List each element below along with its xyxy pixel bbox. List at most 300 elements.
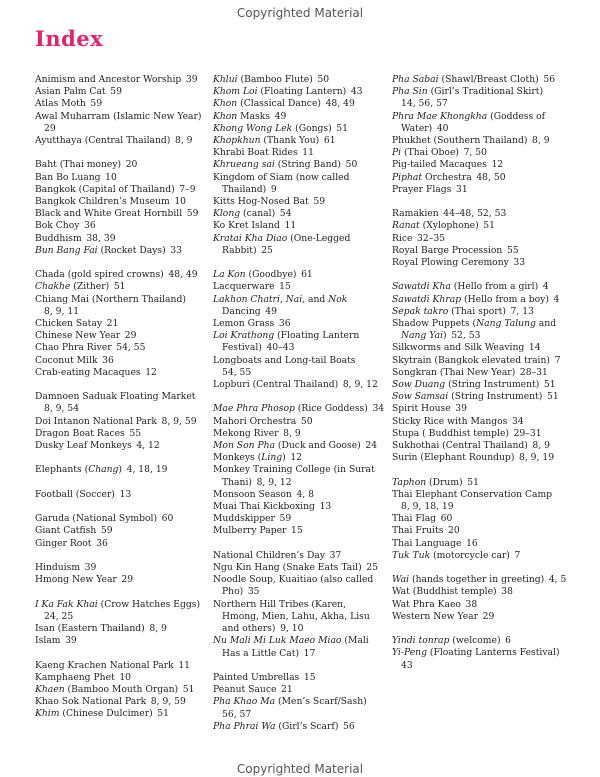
page-numbers: 35 xyxy=(247,586,260,598)
index-entry xyxy=(213,269,385,281)
page-numbers: 4, 12 xyxy=(136,440,160,452)
page-numbers: 8, 9, 59 xyxy=(150,696,186,708)
page-numbers: 12 xyxy=(491,159,504,171)
index-entry xyxy=(392,281,567,293)
index-entry xyxy=(392,233,567,245)
index-term: Tuk Tuk xyxy=(392,549,431,561)
index-column-1 xyxy=(35,74,207,721)
index-entry xyxy=(35,696,207,708)
page-numbers: 4 xyxy=(542,281,549,293)
index-term: Bun Bang Fai xyxy=(35,244,98,256)
index-entry xyxy=(392,111,567,135)
index-entry xyxy=(392,599,567,611)
index-term: Dancing xyxy=(222,305,261,317)
index-term: ) xyxy=(118,464,123,476)
index-term: Sow Duang xyxy=(392,379,446,391)
page-numbers: 33 xyxy=(170,244,182,256)
index-entry xyxy=(213,98,385,110)
index-entry xyxy=(35,635,207,647)
index-term: (Rocket Days) xyxy=(97,244,166,256)
index-term: (Thai sport) xyxy=(448,305,506,317)
index-term: Pig-tailed Macaques xyxy=(392,159,487,171)
page-numbers: 32–35 xyxy=(417,232,446,244)
page-numbers: 48, 50 xyxy=(476,171,506,183)
index-entry xyxy=(392,355,567,367)
index-entry xyxy=(213,599,385,636)
index-term: Masks xyxy=(237,110,271,122)
index-term: Pha Phrai Wa xyxy=(213,720,276,732)
index-term: Khao Sok National Park xyxy=(35,696,147,708)
page-numbers: 14, 56, 57 xyxy=(401,98,448,110)
index-entry xyxy=(35,294,207,318)
index-entry xyxy=(213,574,385,598)
page-numbers: 59 xyxy=(90,98,103,110)
index-entry xyxy=(213,416,385,428)
index-entry xyxy=(35,74,207,86)
page-numbers: 43 xyxy=(350,86,363,98)
index-entry xyxy=(392,379,567,391)
index-term: (Floating Lantern) xyxy=(257,86,347,98)
letter-group-gap xyxy=(35,147,207,159)
index-entry xyxy=(213,111,385,123)
page-numbers: 33 xyxy=(513,257,526,269)
index-term: Muai Thai Kickboxing xyxy=(213,501,315,513)
page-numbers: 48, 49 xyxy=(325,98,355,110)
index-term: (Hello from a boy) xyxy=(461,293,549,305)
page-numbers: 15 xyxy=(303,671,316,683)
index-term: Ban Bo Luang xyxy=(35,171,101,183)
index-entry xyxy=(35,391,207,415)
index-term: (Classical Dance) xyxy=(237,98,321,110)
page-numbers: 4, 8 xyxy=(296,488,314,500)
index-term: Monsoon Season xyxy=(213,488,292,500)
page-numbers: 51 xyxy=(182,684,195,696)
page-numbers: 10 xyxy=(119,671,132,683)
page-numbers: 8, 9 xyxy=(532,440,550,452)
index-term: Pha Khao Ma xyxy=(213,696,276,708)
page-numbers: 25 xyxy=(261,244,273,256)
index-term: Thai Fruits xyxy=(392,525,444,537)
index-entry xyxy=(213,721,385,733)
index-entry xyxy=(392,513,567,525)
index-term: Doi Intanon National Park xyxy=(35,415,157,427)
index-term: Elephants ( xyxy=(35,464,89,476)
index-term: Peanut Sauce xyxy=(213,684,277,696)
index-term: (Chinese Dulcimer) xyxy=(59,708,153,720)
page-numbers: 7 xyxy=(554,354,561,366)
page-numbers: 61 xyxy=(323,135,336,147)
page-numbers: 8, 9, 54 xyxy=(44,403,80,415)
index-entry xyxy=(392,489,567,513)
index-entry xyxy=(213,74,385,86)
index-entry xyxy=(392,440,567,452)
index-term: (Duck and Goose) xyxy=(275,440,361,452)
page-numbers: 54 xyxy=(279,208,292,220)
index-entry xyxy=(392,391,567,403)
index-entry xyxy=(213,294,385,318)
page-numbers: 54, 55 xyxy=(222,366,252,378)
index-term: Khim xyxy=(35,708,60,720)
index-term: Painted Umbrellas xyxy=(213,671,300,683)
index-term: Kingdom of Siam (now called Thailand) xyxy=(213,171,350,195)
index-entry xyxy=(392,611,567,623)
index-term: Surin (Elephant Roundup) xyxy=(392,452,515,464)
page-numbers: 38 xyxy=(465,598,478,610)
index-term: Mekong River xyxy=(213,427,279,439)
index-term: Isan (Eastern Thailand) xyxy=(35,623,145,635)
index-entry xyxy=(213,403,385,415)
index-term: Pha Sin xyxy=(392,86,428,98)
index-entry xyxy=(213,330,385,354)
page-numbers: 11 xyxy=(284,220,297,232)
index-term: Mahori Orchestra xyxy=(213,415,297,427)
page-numbers: 12 xyxy=(290,452,303,464)
index-entry xyxy=(213,513,385,525)
index-term: (One-Legged Rabbit) xyxy=(222,232,351,256)
index-term: Lakhon Chatri, Nai, xyxy=(213,293,306,305)
index-term: (Girl’s Traditional Skirt) xyxy=(427,86,544,98)
page-numbers: 50 xyxy=(300,415,313,427)
index-entry xyxy=(35,574,207,586)
index-term: Chada (gold spired crowns) xyxy=(35,269,164,281)
index-entry xyxy=(213,635,385,659)
index-entry xyxy=(392,318,567,342)
page-numbers: 40–43 xyxy=(266,342,295,354)
page-numbers: 8, 9, 12 xyxy=(342,379,378,391)
index-entry xyxy=(392,208,567,220)
index-term: Chiang Mai (Northern Thailand) xyxy=(35,293,186,305)
index-term: Pi xyxy=(392,147,402,159)
page-numbers: 29 xyxy=(482,610,495,622)
page-numbers: 10 xyxy=(105,171,117,183)
index-term: Garuda (National Symbol) xyxy=(35,513,158,525)
index-term: (Bamboo Mouth Organ) xyxy=(64,684,179,696)
page-numbers: 29 xyxy=(121,574,134,586)
index-term: Northern Hill Tribes (Karen, Hmong, Mien, Lahu, Akha, Lisu and others) xyxy=(213,598,370,635)
letter-group-gap xyxy=(213,391,385,403)
index-term: Chang xyxy=(88,464,119,476)
letter-group-gap xyxy=(392,623,567,635)
index-entry xyxy=(35,599,207,623)
index-entry xyxy=(392,135,567,147)
index-term: Giant Catfish xyxy=(35,525,97,537)
page-numbers: 6 xyxy=(505,635,511,647)
index-entry xyxy=(35,684,207,696)
index-entry xyxy=(392,74,567,86)
page-numbers: 51 xyxy=(467,476,479,488)
index-term: Lopburi (Central Thailand) xyxy=(213,379,339,391)
page-numbers: 7, 13 xyxy=(510,305,534,317)
page-numbers: 51 xyxy=(157,708,169,720)
page-numbers: 59 xyxy=(186,208,199,220)
index-term: (Drum) xyxy=(426,476,463,488)
index-term: Ramakien xyxy=(392,208,439,220)
page-numbers: 29 xyxy=(124,330,137,342)
index-term: Piphat xyxy=(392,171,423,183)
index-term: Damnoen Saduak Floating Market xyxy=(35,391,196,403)
index-term: Thai Language xyxy=(392,537,462,549)
page-numbers: 55 xyxy=(129,427,142,439)
index-entry xyxy=(35,672,207,684)
page-numbers: 9 xyxy=(270,183,277,195)
index-entry xyxy=(213,123,385,135)
page-numbers: 38, 39 xyxy=(86,232,116,244)
page-numbers: 36 xyxy=(278,318,291,330)
index-entry xyxy=(213,318,385,330)
index-entry xyxy=(35,172,207,184)
index-term: Silkworms and Silk Weaving xyxy=(392,342,525,354)
index-term: (Men’s Scarf/Sash) xyxy=(275,696,367,708)
index-term: (String Instrument) xyxy=(448,391,543,403)
page-numbers: 15 xyxy=(279,281,291,293)
letter-group-gap xyxy=(35,452,207,464)
index-entry xyxy=(35,233,207,245)
page-numbers: 31 xyxy=(455,183,468,195)
index-term: Nang Talung xyxy=(476,318,536,330)
index-entry xyxy=(392,403,567,415)
index-entry xyxy=(392,525,567,537)
letter-group-gap xyxy=(35,379,207,391)
index-term: and xyxy=(305,293,329,305)
index-entry xyxy=(213,135,385,147)
index-term: La Kon xyxy=(213,269,246,281)
index-column-2 xyxy=(213,74,385,733)
index-entry xyxy=(213,147,385,159)
index-entry xyxy=(213,208,385,220)
index-entry xyxy=(35,623,207,635)
index-entry xyxy=(35,367,207,379)
index-term: Black and White Great Hornbill xyxy=(35,208,183,220)
page-numbers: 50 xyxy=(317,74,330,85)
index-entry xyxy=(213,550,385,562)
index-term: Buddhism xyxy=(35,232,82,244)
page-numbers: 51 xyxy=(483,220,495,232)
page-numbers: 7, 50 xyxy=(463,147,487,159)
index-term: Mon Son Pha xyxy=(213,440,276,452)
index-term: Monkey Training College (in Surat Thani) xyxy=(213,464,375,488)
index-term: Sepak takro xyxy=(392,305,449,317)
page-numbers: 56 xyxy=(543,74,556,85)
index-term: ) xyxy=(282,452,286,464)
page-numbers: 49 xyxy=(274,110,287,122)
letter-group-gap xyxy=(213,538,385,550)
index-entry xyxy=(35,525,207,537)
index-term: (Shawl/Breast Cloth) xyxy=(438,74,539,85)
page-numbers: 4, 18, 19 xyxy=(126,464,168,476)
page-numbers: 4, 5 xyxy=(548,574,567,586)
index-entry xyxy=(392,159,567,171)
page-numbers: 4 xyxy=(553,293,560,305)
index-term: (Floating Lanterns Festival) xyxy=(426,647,560,659)
page-numbers: 59 xyxy=(279,513,292,525)
page-numbers: 8, 9, 11 xyxy=(44,305,80,317)
letter-group-gap xyxy=(35,501,207,513)
page-numbers: 39 xyxy=(84,562,97,574)
index-entry xyxy=(35,416,207,428)
index-term: Awal Muharram (Islamic New Year) xyxy=(35,110,202,122)
page-numbers: 59 xyxy=(313,196,326,208)
index-entry xyxy=(35,269,207,281)
page-numbers: 51 xyxy=(546,391,559,403)
index-entry xyxy=(35,464,207,476)
index-entry xyxy=(35,245,207,257)
index-term: Chao Phra River xyxy=(35,342,112,354)
index-term: (Mali Has a Little Cat) xyxy=(222,635,369,659)
index-entry xyxy=(213,672,385,684)
index-term: Khom Loi xyxy=(213,86,258,98)
index-term: Rice xyxy=(392,232,413,244)
index-entry xyxy=(392,86,567,110)
page-numbers: 11 xyxy=(178,659,191,671)
index-term: Sticky Rice with Mangos xyxy=(392,415,508,427)
index-term: Khong Wong Lek xyxy=(213,122,293,134)
page-numbers: 17 xyxy=(303,647,316,659)
index-term: Ranat xyxy=(392,220,420,232)
index-entry xyxy=(392,306,567,318)
index-term: Lemon Grass xyxy=(213,318,275,330)
index-entry xyxy=(213,452,385,464)
index-term: Kaeng Krachen National Park xyxy=(35,659,174,671)
index-entry xyxy=(213,233,385,257)
index-entry xyxy=(35,184,207,196)
page-numbers: 24, 25 xyxy=(44,610,74,622)
page-numbers: 20 xyxy=(448,525,460,537)
copyright-banner-bottom: Copyrighted Material xyxy=(236,762,364,776)
index-entry xyxy=(213,562,385,574)
index-term: (Zither) xyxy=(70,281,110,293)
index-term: Chinese New Year xyxy=(35,330,121,342)
page-numbers: 55 xyxy=(506,244,519,256)
page-numbers: 8, 9, 59 xyxy=(161,415,197,427)
index-entry xyxy=(392,367,567,379)
page-numbers: 54, 55 xyxy=(116,342,146,354)
index-term: Sawatdi Khrap xyxy=(392,293,462,305)
page-numbers: 36 xyxy=(84,220,96,232)
letter-group-gap xyxy=(35,586,207,598)
index-term: Thai Flag xyxy=(392,513,437,525)
letter-group-gap xyxy=(392,562,567,574)
index-entry xyxy=(213,86,385,98)
index-term: Phukhet (Southern Thailand) xyxy=(392,135,528,147)
page-numbers: 13 xyxy=(119,488,132,500)
page-numbers: 8, 9, 18, 19 xyxy=(401,501,454,513)
page-numbers: 29 xyxy=(44,122,56,134)
index-entry xyxy=(392,220,567,232)
index-entry xyxy=(213,684,385,696)
index-term: Khopkhun xyxy=(213,135,261,147)
index-entry xyxy=(392,342,567,354)
index-term: (Girl’s Scarf) xyxy=(275,720,339,732)
index-term: Sukhothai (Central Thailand) xyxy=(392,440,528,452)
page-numbers: 59 xyxy=(110,86,122,98)
index-term: Asian Palm Cat xyxy=(35,86,106,98)
page-numbers: 24 xyxy=(365,440,378,452)
index-entry xyxy=(213,428,385,440)
index-term: Dusky Leaf Monkeys xyxy=(35,440,132,452)
index-entry xyxy=(35,342,207,354)
page-numbers: 43 xyxy=(401,659,413,671)
index-entry xyxy=(213,159,385,171)
index-entry xyxy=(213,281,385,293)
index-entry xyxy=(35,111,207,135)
page-numbers: 37 xyxy=(329,549,342,561)
page-numbers: 56, 57 xyxy=(222,708,252,720)
index-entry xyxy=(35,513,207,525)
page-numbers: 15 xyxy=(291,525,303,537)
index-term: Hmong New Year xyxy=(35,574,117,586)
index-entry xyxy=(35,318,207,330)
index-entry xyxy=(392,550,567,562)
page-numbers: 36 xyxy=(102,354,114,366)
page-numbers: 13 xyxy=(319,501,332,513)
index-term: (Thank You) xyxy=(260,135,320,147)
index-entry xyxy=(213,525,385,537)
page-numbers: 34 xyxy=(372,403,385,415)
index-entry xyxy=(35,330,207,342)
page-numbers: 21 xyxy=(281,684,293,696)
index-entry xyxy=(35,440,207,452)
index-term: Chakhe xyxy=(35,281,71,293)
page-numbers: 10 xyxy=(174,196,187,208)
index-term: Khaen xyxy=(35,684,65,696)
letter-group-gap xyxy=(392,269,567,281)
index-term: Noodle Soup, Kuaitiao (also called Pho) xyxy=(213,574,374,598)
page-numbers: 34 xyxy=(511,415,524,427)
index-entry xyxy=(213,355,385,379)
index-term: Longboats and Long-tail Boats xyxy=(213,354,356,366)
index-term: Taphon xyxy=(392,476,427,488)
page-numbers: 28–31 xyxy=(519,366,548,378)
index-entry xyxy=(35,208,207,220)
page-numbers: 39 xyxy=(65,635,77,647)
letter-group-gap xyxy=(213,660,385,672)
letter-group-gap xyxy=(35,257,207,269)
index-term: Ko Kret Island xyxy=(213,220,280,232)
index-entry xyxy=(35,355,207,367)
index-entry xyxy=(392,635,567,647)
index-term: Wat (Buddhist temple) xyxy=(392,586,497,598)
page-numbers: 39 xyxy=(455,403,467,415)
index-entry xyxy=(213,464,385,488)
index-entry xyxy=(35,708,207,720)
index-term: National Children’s Day xyxy=(213,549,325,561)
index-term: Mulberry Paper xyxy=(213,525,287,537)
index-term: Muddskipper xyxy=(213,513,275,525)
page-numbers: 7 xyxy=(514,549,521,561)
page-numbers: 52, 53 xyxy=(451,330,481,342)
index-entry xyxy=(392,257,567,269)
index-entry xyxy=(35,538,207,550)
index-entry xyxy=(35,98,207,110)
index-entry xyxy=(392,416,567,428)
index-entry xyxy=(392,647,567,671)
index-term: (Xylophone) xyxy=(419,220,479,232)
index-term: Yi-Peng xyxy=(392,647,427,659)
index-term: Khlui xyxy=(213,74,238,85)
page-numbers: 8, 9, 12 xyxy=(256,476,292,488)
page-numbers: 8, 9 xyxy=(149,623,167,635)
index-term: Kamphaeng Phet xyxy=(35,671,115,683)
index-term: Nok xyxy=(328,293,348,305)
index-term: (Rice Goddess) xyxy=(294,403,368,415)
page-numbers: 7–9 xyxy=(179,183,196,195)
page-numbers: 11 xyxy=(302,147,314,159)
index-entry xyxy=(392,452,567,464)
index-term: (canal) xyxy=(240,208,276,220)
index-term: (Gongs) xyxy=(292,122,332,134)
index-term: Khrabi Boat Rides xyxy=(213,147,298,159)
index-term: Western New Year xyxy=(392,610,479,622)
